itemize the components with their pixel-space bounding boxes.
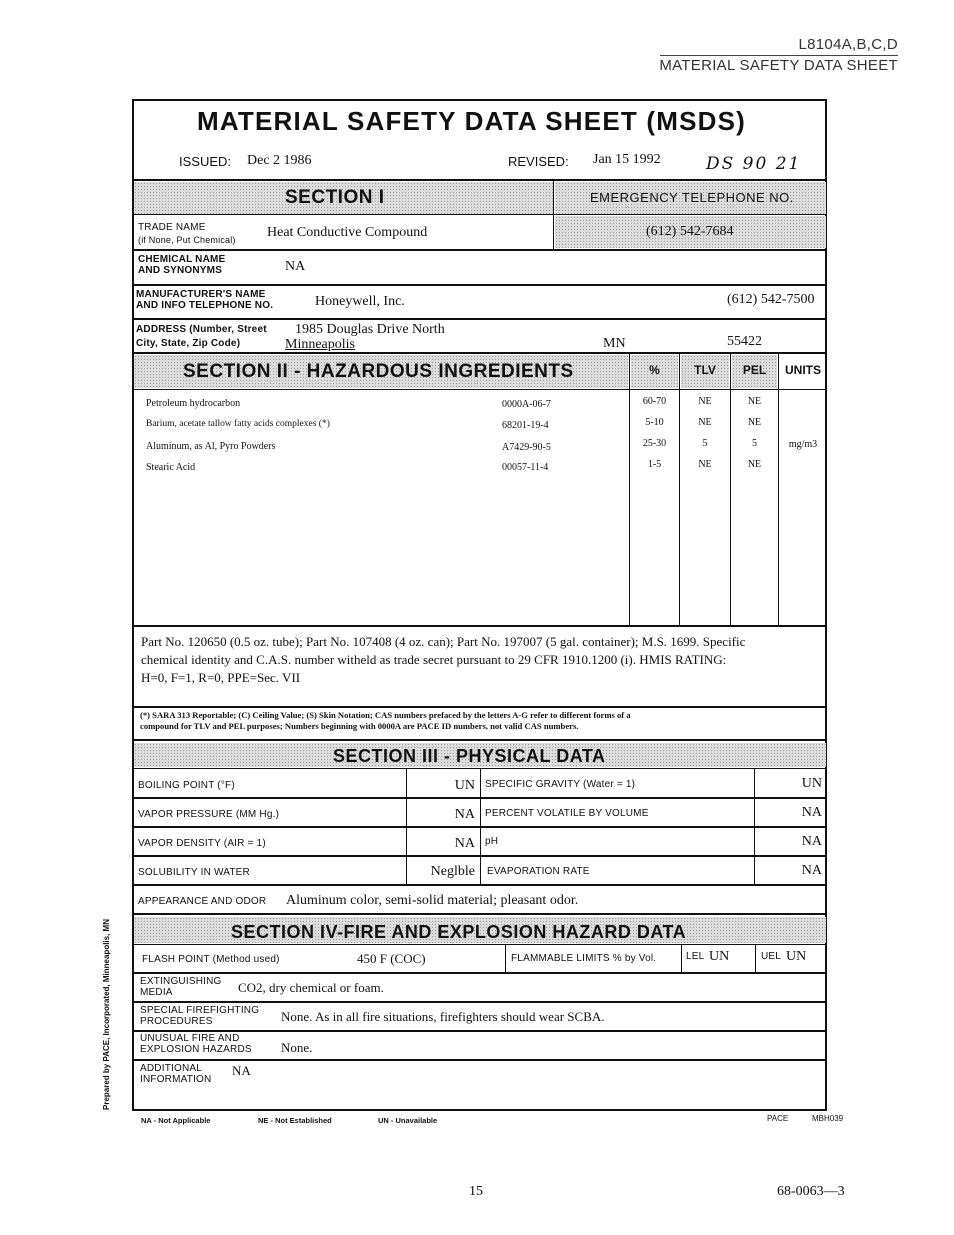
flammable-limits-label: FLAMMABLE LIMITS % by Vol. — [511, 953, 657, 964]
ingredient-cas: 68201-19-4 — [502, 420, 549, 431]
revised-value: Jan 15 1992 — [593, 152, 661, 167]
ingredient-pct: 5-10 — [645, 417, 664, 428]
ingredient-tlv: NE — [698, 417, 712, 428]
phys-left-label: VAPOR PRESSURE (MM Hg.) — [138, 809, 280, 820]
section-2-heading: SECTION II - HAZARDOUS INGREDIENTS — [183, 361, 574, 382]
trade-name-sublabel: (if None, Put Chemical) — [138, 235, 236, 245]
special-procedures-label-2: PROCEDURES — [140, 1016, 213, 1027]
col-tlv: TLV — [694, 363, 716, 377]
header-rule — [660, 55, 898, 56]
ingredient-cas: 00057-11-4 — [502, 462, 549, 473]
section-1-heading: SECTION I — [285, 187, 385, 208]
col-percent: % — [649, 363, 660, 377]
appearance-label: APPEARANCE AND ODOR — [138, 896, 267, 907]
ingredient-pel: NE — [747, 417, 762, 428]
manufacturer-phone: (612) 542-7500 — [727, 292, 815, 307]
address-zip: 55422 — [727, 334, 762, 349]
ingredient-units: mg/m3 — [788, 439, 818, 450]
lel-label: LEL — [686, 951, 705, 962]
phys-right-label: pH — [485, 836, 499, 847]
phys-left-label: VAPOR DENSITY (AIR = 1) — [138, 838, 266, 849]
emergency-phone-label: EMERGENCY TELEPHONE NO. — [590, 190, 794, 205]
flash-point-value: 450 F (COC) — [357, 951, 426, 966]
unusual-hazards-label-2: EXPLOSION HAZARDS — [140, 1044, 252, 1055]
address-street: 1985 Douglas Drive North — [295, 322, 445, 337]
phys-left-value: NA — [454, 807, 475, 822]
ingredient-name: Stearic Acid — [146, 462, 196, 473]
note-line: H=0, F=1, R=0, PPE=Sec. VII — [141, 670, 301, 685]
manufacturer-value: Honeywell, Inc. — [315, 294, 405, 309]
section-4-heading: SECTION IV-FIRE AND EXPLOSION HAZARD DATA — [231, 922, 687, 942]
phys-left-label: BOILING POINT (°F) — [138, 780, 235, 791]
form-title: MATERIAL SAFETY DATA SHEET (MSDS) — [197, 106, 747, 136]
phys-left-value: NA — [454, 836, 475, 851]
legend-pace: PACE — [767, 1114, 789, 1123]
ingredient-pel: 5 — [752, 438, 757, 449]
legend-un: UN - Unavailable — [378, 1116, 438, 1125]
prepared-by-note: Prepared by PACE, Incorporated, Minneapolis, MN — [102, 919, 111, 1110]
emergency-phone-value: (612) 542-7684 — [646, 224, 734, 239]
trade-name-value: Heat Conductive Compound — [267, 225, 428, 240]
phys-right-label: SPECIFIC GRAVITY (Water = 1) — [485, 779, 636, 790]
ingredient-tlv: NE — [698, 459, 712, 470]
manufacturer-label: MANUFACTURER'S NAME — [136, 289, 266, 300]
legend-ne: NE - Not Established — [258, 1116, 332, 1125]
document-code: L8104A,B,C,D — [798, 36, 898, 53]
phys-right-label: PERCENT VOLATILE BY VOLUME — [485, 808, 649, 819]
chemical-name-label: CHEMICAL NAME — [138, 254, 226, 265]
additional-info-label: ADDITIONAL — [140, 1063, 203, 1074]
ingredient-tlv: NE — [698, 396, 712, 407]
extinguishing-label: EXTINGUISHING — [140, 976, 222, 987]
document-number: 68-0063—3 — [777, 1184, 845, 1199]
special-procedures-label: SPECIAL FIREFIGHTING — [140, 1005, 260, 1016]
phys-right-value: UN — [801, 776, 822, 791]
ingredient-name: Aluminum, as Al, Pyro Powders — [146, 441, 276, 452]
ingredient-cas: A7429-90-5 — [502, 442, 551, 453]
phys-left-label: SOLUBILITY IN WATER — [138, 867, 250, 878]
ingredient-pct: 60-70 — [642, 396, 667, 407]
address-label-2: City, State, Zip Code) — [136, 338, 241, 349]
uel-value: UN — [786, 949, 807, 964]
unusual-hazards-label: UNUSUAL FIRE AND — [140, 1033, 240, 1044]
note-line: Part No. 120650 (0.5 oz. tube); Part No. 107408 (4 oz. can); Part No. 197007 (5 gal. container); M.S. 1699. Specific — [141, 634, 746, 649]
chemical-name-value: NA — [285, 259, 306, 274]
ingredient-name: Barium, acetate tallow fatty acids complexes (*) — [146, 419, 330, 429]
flash-point-label: FLASH POINT (Method used) — [142, 954, 280, 965]
extinguishing-value: CO2, dry chemical or foam. — [238, 980, 384, 995]
lel-value: UN — [709, 949, 730, 964]
phys-right-label: EVAPORATION RATE — [487, 866, 590, 877]
uel-label: UEL — [761, 951, 782, 962]
phys-right-value: NA — [801, 863, 822, 878]
issued-label: ISSUED: — [179, 154, 232, 169]
appearance-value: Aluminum color, semi-solid material; pleasant odor. — [286, 893, 579, 908]
phys-left-value: Neglble — [430, 864, 475, 879]
manufacturer-label-2: AND INFO TELEPHONE NO. — [136, 300, 274, 311]
issued-value: Dec 2 1986 — [247, 153, 312, 168]
additional-info-value: NA — [232, 1063, 251, 1078]
ingredient-tlv: 5 — [702, 438, 708, 449]
phys-left-value: UN — [454, 778, 475, 793]
ingredient-pct: 1-5 — [647, 459, 662, 470]
section-3-heading: SECTION III - PHYSICAL DATA — [333, 746, 606, 766]
note-line: chemical identity and C.A.S. number witheld as trade secret pursuant to 29 CFR 1910.1200 (i). HMIS RATING: — [141, 652, 727, 667]
address-label: ADDRESS (Number, Street — [136, 324, 267, 335]
handwritten-note: DS 90 21 — [706, 154, 802, 174]
address-state: MN — [603, 336, 626, 351]
ingredient-pct: 25-30 — [642, 438, 667, 449]
ingredient-pel: NE — [747, 459, 762, 470]
extinguishing-label-2: MEDIA — [140, 987, 173, 998]
ingredient-cas: 0000A-06-7 — [502, 399, 551, 410]
page-number: 15 — [469, 1184, 483, 1199]
legend-code: MBH039 — [812, 1114, 844, 1123]
additional-info-label-2: INFORMATION — [140, 1074, 212, 1085]
col-units: UNITS — [785, 363, 821, 377]
chemical-name-label-2: AND SYNONYMS — [138, 265, 223, 276]
legend-na: NA - Not Applicable — [141, 1116, 211, 1125]
footnote-line: (*) SARA 313 Reportable; (C) Ceiling Value; (S) Skin Notation; CAS numbers prefaced by the letters A-G refer to different forms of a — [140, 710, 631, 720]
phys-right-value: NA — [801, 834, 822, 849]
ingredient-pel: NE — [747, 396, 762, 407]
trade-name-label: TRADE NAME — [138, 222, 206, 233]
footnote-line: compound for TLV and PEL purposes; Numbers beginning with 0000A are PACE ID numbers, not valid CAS numbers. — [140, 721, 579, 731]
document-title: MATERIAL SAFETY DATA SHEET — [659, 57, 898, 74]
phys-right-value: NA — [801, 805, 822, 820]
col-pel: PEL — [742, 363, 767, 377]
ingredient-name: Petroleum hydrocarbon — [146, 398, 241, 409]
unusual-hazards-value: None. — [281, 1040, 313, 1055]
address-city: Minneapolis — [285, 337, 355, 352]
revised-label: REVISED: — [508, 154, 569, 169]
special-procedures-value: None. As in all fire situations, firefighters should wear SCBA. — [281, 1009, 605, 1024]
